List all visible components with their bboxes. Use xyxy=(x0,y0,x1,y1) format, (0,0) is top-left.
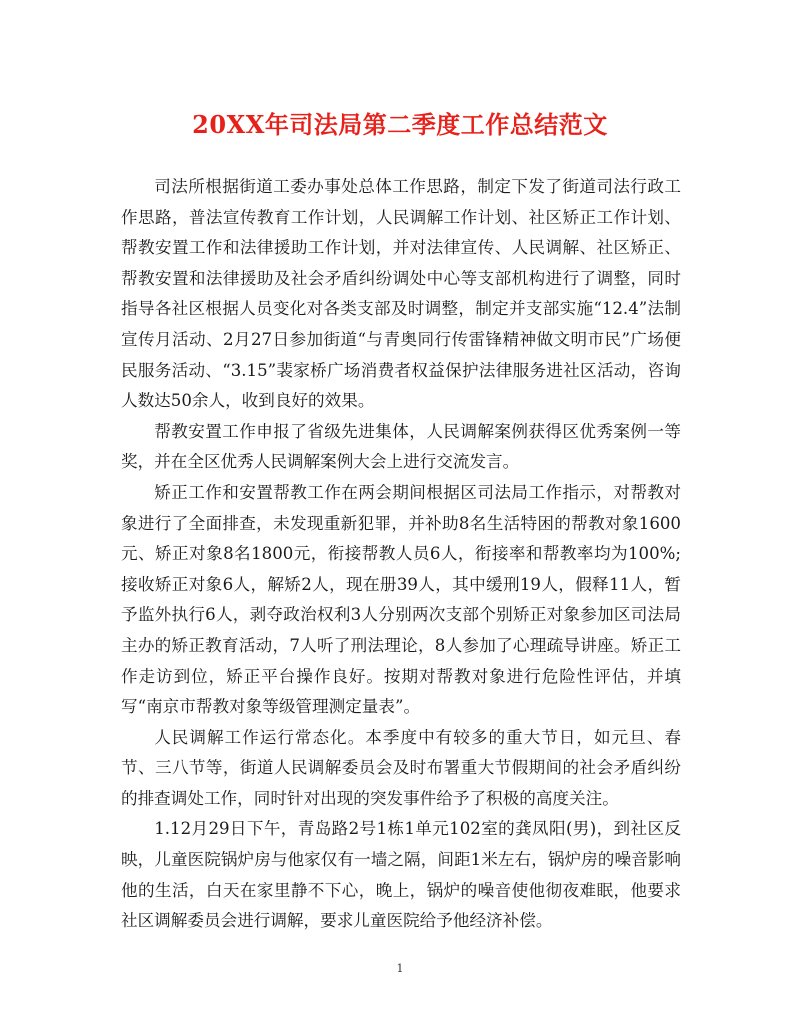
paragraph-work-plan: 司法所根据街道工委办事处总体工作思路，制定下发了街道司法行政工作思路，普法宣传教育工作计划，人民调解工作计划、社区矫正工作计划、帮教安置工作和法律援助工作计划，并对法律宣传、人民调解、社区矫正、帮教安置和法律援助及社会矛盾纠纷调处中心等支部机构进行了调整，同时指导各社区根据人员变化对各类支部及时调整，制定并支部实施“12.4”法制宣传月活动、2月27日参加街道“与青奥同行传雷锋精神做文明市民”广场便民服务活动、“3.15”裴家桥广场消费者权益保护法律服务进社区活动，咨询人数达50余人，收到良好的效果。 xyxy=(121,177,681,411)
document-body xyxy=(121,172,681,937)
document-title: 20XX年司法局第二季度工作总结范文 xyxy=(192,110,608,139)
paragraph-resettlement-award: 帮教安置工作申报了省级先进集体，人民调解案例获得区优秀案例一等奖，并在全区优秀人民调解案例大会上进行交流发言。 xyxy=(121,421,681,472)
paragraph-mediation-work: 人民调解工作运行常态化。本季度中有较多的重大节日，如元旦、春节、三八节等，街道人民调解委员会及时布署重大节假期间的社会矛盾纠纷的排查调处工作，同时针对出现的突发事件给予了积极的高度关注。 xyxy=(121,727,681,808)
paragraph-correction-work: 矫正工作和安置帮教工作在两会期间根据区司法局工作指示，对帮教对象进行了全面排查，未发现重新犯罪，并补助8名生活特困的帮教对象1600元、矫正对象8名1800元，衔接帮教人员6人，衔接率和帮教率均为100%;接收矫正对象6人，解矫2人，现在册39人，其中缓刑19人，假释11人，暂予监外执行6人，剥夺政治权利3人分别两次支部个别矫正对象参加区司法局主办的矫正教育活动，7人听了刑法理论，8人参加了心理疏导讲座。矫正工作走访到位，矫正平台操作良好。按期对帮教对象进行危险性评估，并填写“南京市帮教对象等级管理测定量表”。 xyxy=(121,482,681,717)
paragraph-case-1: 1.12月29日下午，青岛路2号1栋1单元102室的龚凤阳(男)，到社区反映，儿童医院锅炉房与他家仅有一墙之隔，间距1米左右，锅炉房的噪音影响他的生活，白天在家里静不下心，晚上，锅炉的噪音使他彻夜难眠，他要求社区调解委员会进行调解，要求儿童医院给予他经济补偿。 xyxy=(121,819,681,931)
page-number: 1 xyxy=(396,962,404,975)
